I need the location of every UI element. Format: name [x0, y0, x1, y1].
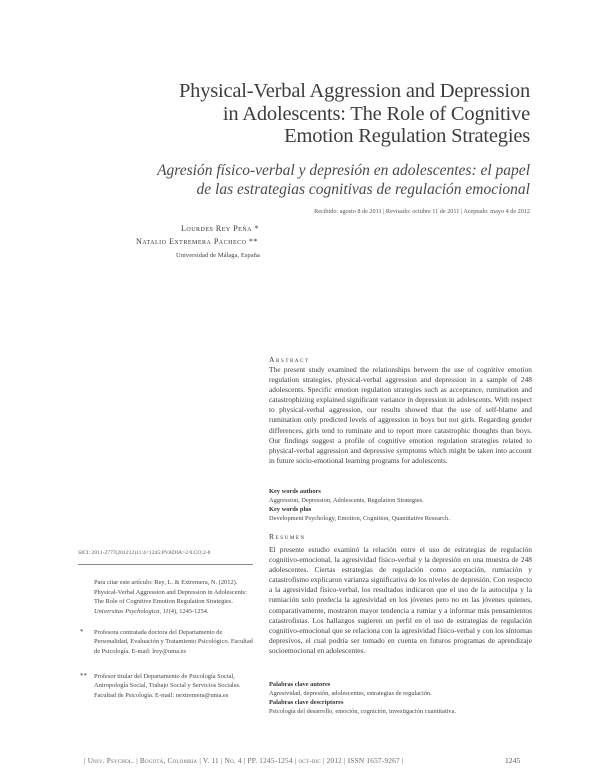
abstract-keywords-plus-label: Key words plus: [269, 506, 312, 513]
page-number: 1245: [505, 756, 521, 765]
abstract-heading: Abstract: [269, 355, 310, 364]
abstract-keywords-plus: Development Psychology, Emotion, Cognition, Quantitative Research.: [269, 515, 450, 522]
citation-volume: 11: [162, 607, 169, 615]
page-footer: | Univ. Psychol. | Bogotá, Colombia | V. 11 | No. 4 | PP. 1245-1254 | oct-dic | 2012 | ISSN 1657-9267 |: [84, 756, 404, 765]
title-line-2: in Adolescents: The Role of Cognitive: [222, 102, 530, 125]
footnote-2-mark: **: [80, 672, 87, 680]
sici-code: SICI: 2011-2777(201212)11:4<1245:PVADIA>2.0.CO;2-8: [78, 550, 211, 556]
footer-month: oct-dic: [298, 756, 321, 765]
author-2: Natalio Extremera Pacheco **: [136, 237, 258, 246]
affiliation: Universidad de Málaga, España: [176, 252, 260, 259]
abstract-keywords-authors-label: Key words authors: [269, 488, 321, 495]
footnote-1-mark: *: [80, 628, 84, 636]
resumen-keywords-descriptors-label: Palabras clave descriptores: [269, 699, 344, 706]
resumen-heading: Resumen: [269, 532, 306, 541]
footer-year: 2012: [326, 756, 343, 765]
footer-city: Bogotá, Colombia: [139, 756, 198, 765]
footer-pages: PP. 1245-1254: [247, 756, 293, 765]
citation-block: [94, 578, 254, 616]
citation-journal: Universitas Psychologica,: [94, 607, 162, 615]
abstract-body: The present study examined the relationships between the use of cognitive emotion regulation strategies, physical-verbal aggression and depression in a sample of 248 adolescents. Specific emotion regulation strategies such as acceptance, rumination and catastrophizing explained significant variance in depression in adolescents. With respect to physical-verbal aggression, our results showed that the use of self-blame and rumination only predicted levels of aggression in boys but not girls. Regarding gender differences, girls tend to ruminate and to report more catastrophic thoughts than boys. Our findings suggest a profile of cognitive emotion regulation strategies related to physical-verbal aggression and depressive symptoms which might be taken into account in future socio-emotional learning programs for adolescents.: [269, 365, 532, 465]
footer-volume: V. 11: [202, 756, 219, 765]
title-line-1: Physical-Verbal Aggression and Depression: [178, 80, 530, 102]
subtitle-line-1: Agresión físico-verbal y depresión en adolescentes: el papel: [157, 162, 530, 179]
submission-dates: Recibido: agosto 8 de 2011 | Revisado: octubre 11 de 2011 | Aceptado: mayo 4 de 2012: [314, 208, 530, 215]
citation-suffix: (4), 1245-1254.: [168, 607, 209, 615]
divider: [78, 564, 253, 565]
author-1: Lourdes Rey Peña *: [181, 224, 260, 233]
article-subtitle: [90, 162, 530, 199]
article-title: [90, 80, 530, 148]
footer-journal: Univ. Psychol.: [87, 756, 135, 765]
footer-issn: ISSN 1657-9267: [347, 756, 400, 765]
abstract-keywords-authors: Aggression, Depression, Adolescents, Regulation Strategies.: [269, 497, 424, 504]
title-line-3: Emotion Regulation Strategies: [284, 125, 530, 147]
footnote-1-text: Profesora contratada doctora del Departamento de Personalidad, Evaluación y Tratamiento Psicológico. Facultad de Psicología. E-mail: lrey@uma.es: [94, 629, 253, 655]
citation-prefix: Para citar este artículo: Rey, L. & Extremera, N. (2012). Physical-Verbal Aggression and Depression in Adolescents: The Role of Cognitive Emotion Regulation Strategies.: [94, 579, 247, 606]
resumen-keywords-authors: Agresividad, depresión, adolescentes, estrategias de regulación.: [269, 690, 432, 697]
resumen-body: El presente estudio examinó la relación entre el uso de estrategias de regulación cognitivo-emocional, la agresividad físico-verbal y la depresión en una muestra de 248 adolescentes. Ciertas estrategias de regulación como aceptación, rumiación y catastrofismo explicaron varianza significativa de los niveles de depresión. Con respecto a la agresividad físico-verbal, los resultados indicaron que el uso de la autoculpa y la rumiación solo predecía la agresividad en los jóvenes pero no en las jóvenes quienes, comparativamente, mostraron mayor tendencia a rumiar y a informar más pensamientos catastrofistas. Los hallazgos sugieren un perfil en el uso de estrategias de regulación cognitivo-emocional que se relaciona con la agresividad físico-verbal y con los síntomas depresivos, el cual podría ser tomado en cuenta en futuros programas de aprendizaje socioemocional en adolescentes.: [269, 545, 532, 655]
resumen-keywords-descriptors: Psicología del desarrollo, emoción, cognición, investigación cuantitativa.: [269, 708, 457, 715]
footer-number: No. 4: [224, 756, 242, 765]
footnote-2-text: Profesor titular del Departamento de Psicología Social, Antropología Social, Trabajo Social y Servicios Sociales. Facultad de Psicología. E-mail: nextremera@uma.es: [94, 673, 241, 699]
resumen-keywords-authors-label: Palabras clave autores: [269, 681, 331, 688]
subtitle-line-2: de las estrategias cognitivas de regulación emocional: [196, 180, 530, 198]
